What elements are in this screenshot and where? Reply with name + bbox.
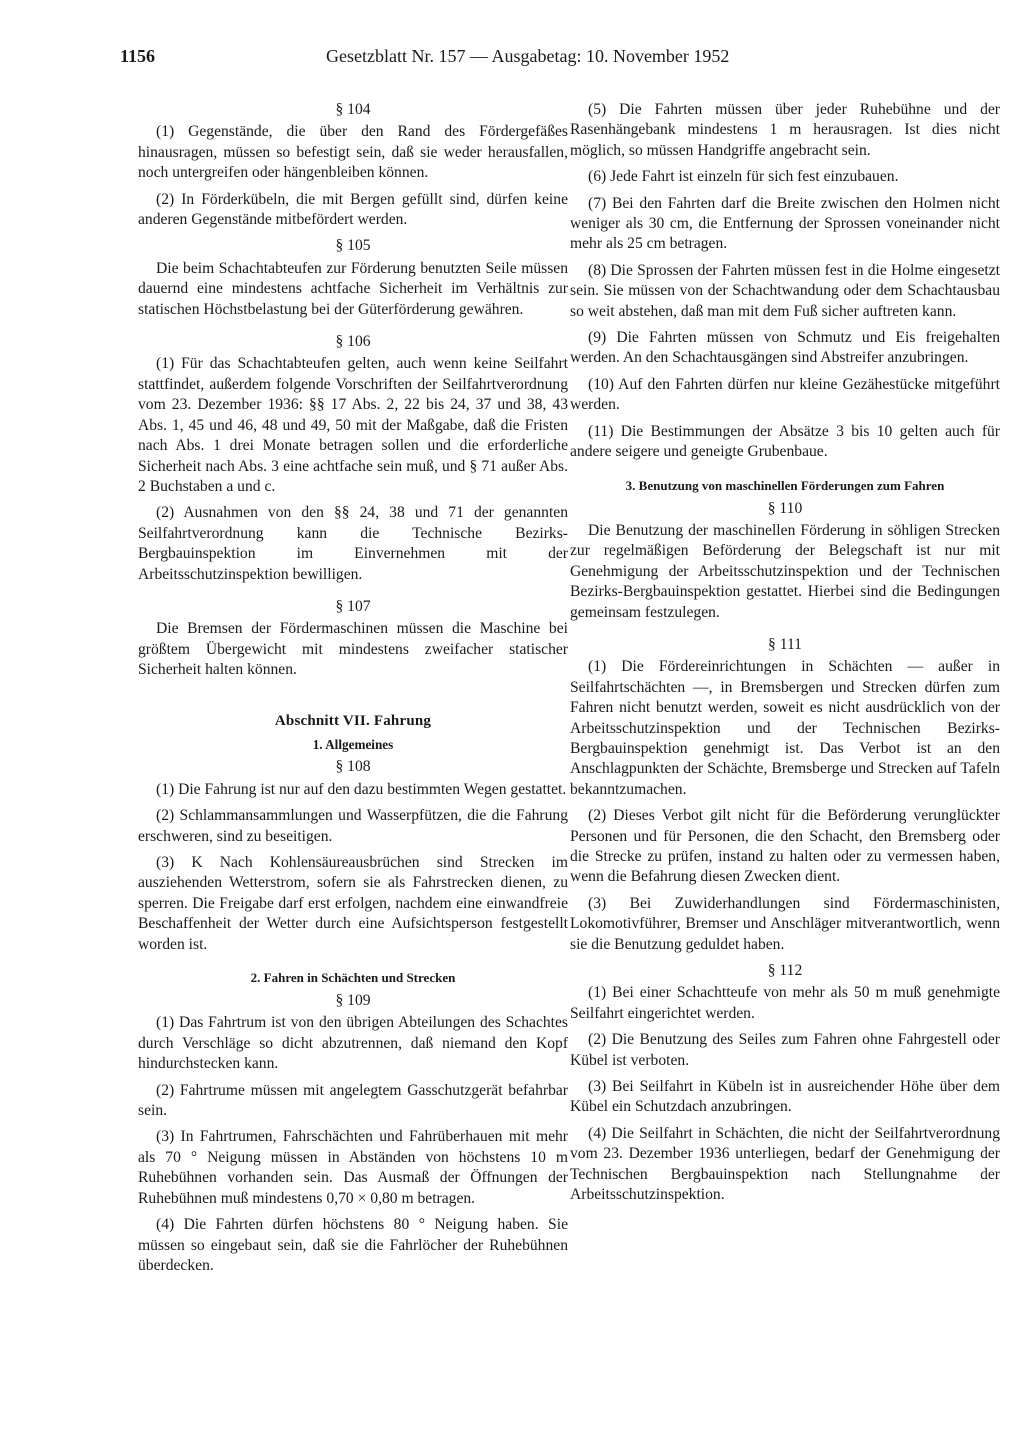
running-title: Gesetzblatt Nr. 157 — Ausgabetag: 10. November 1952 (326, 46, 730, 66)
paragraph: (1) Bei einer Schachtteufe von mehr als 50 m muß genehmigte Seilfahrt eingerichtet werden. (570, 984, 1000, 1022)
paragraph: (3) In Fahrtrumen, Fahrschächten und Fahrüberhauen mit mehr als 70 ° Neigung müssen in Abständen von höchstens 10 m Ruhebühnen vorhanden sein. Das Ausmaß der Öffnungen der Ruhebühnen muß mindestens 0,70 × 0,80 m betragen. (138, 1128, 568, 1207)
paragraph: (9) Die Fahrten müssen von Schmutz und Eis freigehalten werden. An den Schachtausgängen sind Abstreifer anzubringen. (570, 329, 1000, 367)
paragraph: Die beim Schachtabteufen zur Förderung benutzten Seile müssen dauernd eine mindestens achtfache Sicherheit im Verhältnis zur statischen Höchstbelastung bei der Güterförderung gewähren. (138, 259, 568, 318)
paragraph: (1) Das Fahrtrum ist von den übrigen Abteilungen des Schachtes durch Verschläge so dicht abzutrennen, daß niemand den Kopf hindurchstecken kann. (138, 1014, 568, 1073)
paragraph: (1) Die Fördereinrichtungen in Schächten — außer in Seilfahrtschächten —, in Bremsbergen und Strecken dürfen zum Fahren nicht benutzt werden, soweit es nicht ausdrücklich von der Arbeitsschutzinspektion und der Technischen Bezirks-Bergbauinspektion genehmigt ist. Das Verbot ist an den Anschlagpunkten der Schächte, Bremsberge und Strecken auf Tafeln bekanntzumachen. (570, 658, 1000, 798)
paragraph: (6) Jede Fahrt ist einzeln für sich fest einzubauen. (588, 168, 899, 186)
paragraph: Die Bremsen der Fördermaschinen müssen die Maschine bei größtem Übergewicht mit mindestens zweifacher statischer Sicherheit halten können. (138, 620, 568, 679)
section-number: § 112 (767, 962, 803, 980)
paragraph: (1) Gegenstände, die über den Rand des Fördergefäßes hinausragen, müssen so befestigt sein, daß sie weder herausfallen, noch untergreifen oder hängenbleiben können. (138, 123, 568, 182)
section-number: § 106 (335, 333, 371, 351)
paragraph: (2) Ausnahmen von den §§ 24, 38 und 71 der genannten Seilfahrtverordnung kann die Technische Bezirks-Bergbauinspektion im Einvernehmen mit der Arbeitsschutzinspektion bewilligen. (138, 504, 568, 583)
subheading: 3. Benutzung von maschinellen Förderungen zum Fahren (625, 477, 945, 493)
paragraph: (3) K Nach Kohlensäureausbrüchen sind Strecken im ausziehenden Wetterstrom, sofern sie als Fahrstrecken dienen, zu sperren. Die Freigabe darf erst erfolgen, nachdem eine einwandfreie Beschaffenheit der Wetter durch eine Aufsichtsperson festgestellt worden ist. (138, 854, 568, 953)
paragraph: (7) Bei den Fahrten darf die Breite zwischen den Holmen nicht weniger als 30 cm, die Entfernung der Sprossen voneinander nicht mehr als 25 cm betragen. (570, 194, 1000, 253)
paragraph: (4) Die Fahrten dürfen höchstens 80 ° Neigung haben. Sie müssen so eingebaut sein, daß sie die Fahrlöcher der Ruhebühnen überdecken. (138, 1216, 568, 1274)
section-number: § 107 (335, 597, 371, 615)
paragraph: (1) Die Fahrung ist nur auf den dazu bestimmten Wegen gestattet. (156, 780, 567, 798)
paragraph: (4) Die Seilfahrt in Schächten, die nicht der Seilfahrtverordnung vom 23. Dezember 1936 unterliegen, bedarf der Genehmigung der Technischen Bergbauinspektion nach Stellungnahme der Arbeitsschutzinspektion. (570, 1124, 1000, 1204)
section-number: § 111 (768, 635, 802, 653)
paragraph: Die Benutzung der maschinellen Förderung in söhligen Strecken zur regelmäßigen Beförderung der Belegschaft ist nur mit Genehmigung der Arbeitsschutzinspektion und der Technischen Bezirks-Bergbauinspektion gestattet. Hierbei sind die Bedingungen gemeinsam festzulegen. (570, 521, 1000, 621)
paragraph: (2) Schlammansammlungen und Wasserpfützen, die die Fahrung erschweren, sind zu beseitigen. (138, 807, 568, 845)
paragraph: (10) Auf den Fahrten dürfen nur kleine Gezähestücke mitgeführt werden. (570, 375, 1000, 414)
paragraph: (3) Bei Zuwiderhandlungen sind Fördermaschinisten, Lokomotivführer, Bremser und Anschläger mitverantwortlich, wenn sie die Benutzung geduldet haben. (570, 894, 1000, 953)
page-header (120, 46, 980, 72)
section-number: § 105 (335, 237, 371, 255)
paragraph: (2) In Förderkübeln, die mit Bergen gefüllt sind, dürfen keine anderen Gegenstände mitbefördert werden. (138, 190, 568, 229)
paragraph: (2) Die Benutzung des Seiles zum Fahren ohne Fahrgestell oder Kübel ist verboten. (570, 1031, 1000, 1069)
section-number: § 104 (335, 101, 371, 118)
subheading: 1. Allgemeines (312, 736, 394, 752)
paragraph: (1) Für das Schachtabteufen gelten, auch wenn keine Seilfahrt stattfindet, außerdem folgende Vorschriften der Seilfahrtverordnung vom 23. Dezember 1936: §§ 17 Abs. 2, 22 bis 24, 37 und 38, 43 Abs. 1, 45 und 46, 48 und 49, 50 mit der Maßgabe, daß die Fristen nach Abs. 1 drei Monate betragen sollen und die erforderliche Sicherheit nach Abs. 3 eine achtfache sein muß, und § 71 außer Abs. 2 Buchstaben a und c. (138, 355, 568, 495)
paragraph: (5) Die Fahrten müssen über jeder Ruhebühne und der Rasenhängebank mindestens 1 m herausragen. Ist dies nicht möglich, so müssen Handgriffe angebracht sein. (570, 101, 1000, 159)
subheading: 2. Fahren in Schächten und Strecken (250, 970, 456, 986)
page-number: 1156 (120, 46, 156, 66)
right-column (570, 100, 1000, 1212)
paragraph: (11) Die Bestimmungen der Absätze 3 bis 10 gelten auch für andere seigere und geneigte Grubenbaue. (570, 422, 1000, 461)
left-column (138, 100, 568, 1282)
section-number: § 108 (335, 758, 371, 776)
paragraph: (8) Die Sprossen der Fahrten müssen fest in die Holme eingesetzt sein. Sie müssen von der Schachtwandung oder dem Schachtausbau so weit abstehen, daß man mit dem Fuß sicher auftreten kann. (570, 261, 1000, 320)
section-number: § 109 (335, 992, 371, 1010)
paragraph: (2) Fahrtrume müssen mit angelegtem Gasschutzgerät befahrbar sein. (138, 1081, 568, 1120)
chapter-heading: Abschnitt VII. Fahrung (274, 712, 432, 729)
section-number: § 110 (767, 499, 803, 517)
paragraph: (3) Bei Seilfahrt in Kübeln ist in ausreichender Höhe über dem Kübel ein Schutzdach anzubringen. (570, 1078, 1000, 1116)
paragraph: (2) Dieses Verbot gilt nicht für die Beförderung verunglückter Personen und für Personen, die den Schacht, den Bremsberg oder die Strecke zu prüfen, instand zu halten oder zu vermessen haben, wenn die Befahrung diesen Zwecken dient. (570, 807, 1000, 886)
